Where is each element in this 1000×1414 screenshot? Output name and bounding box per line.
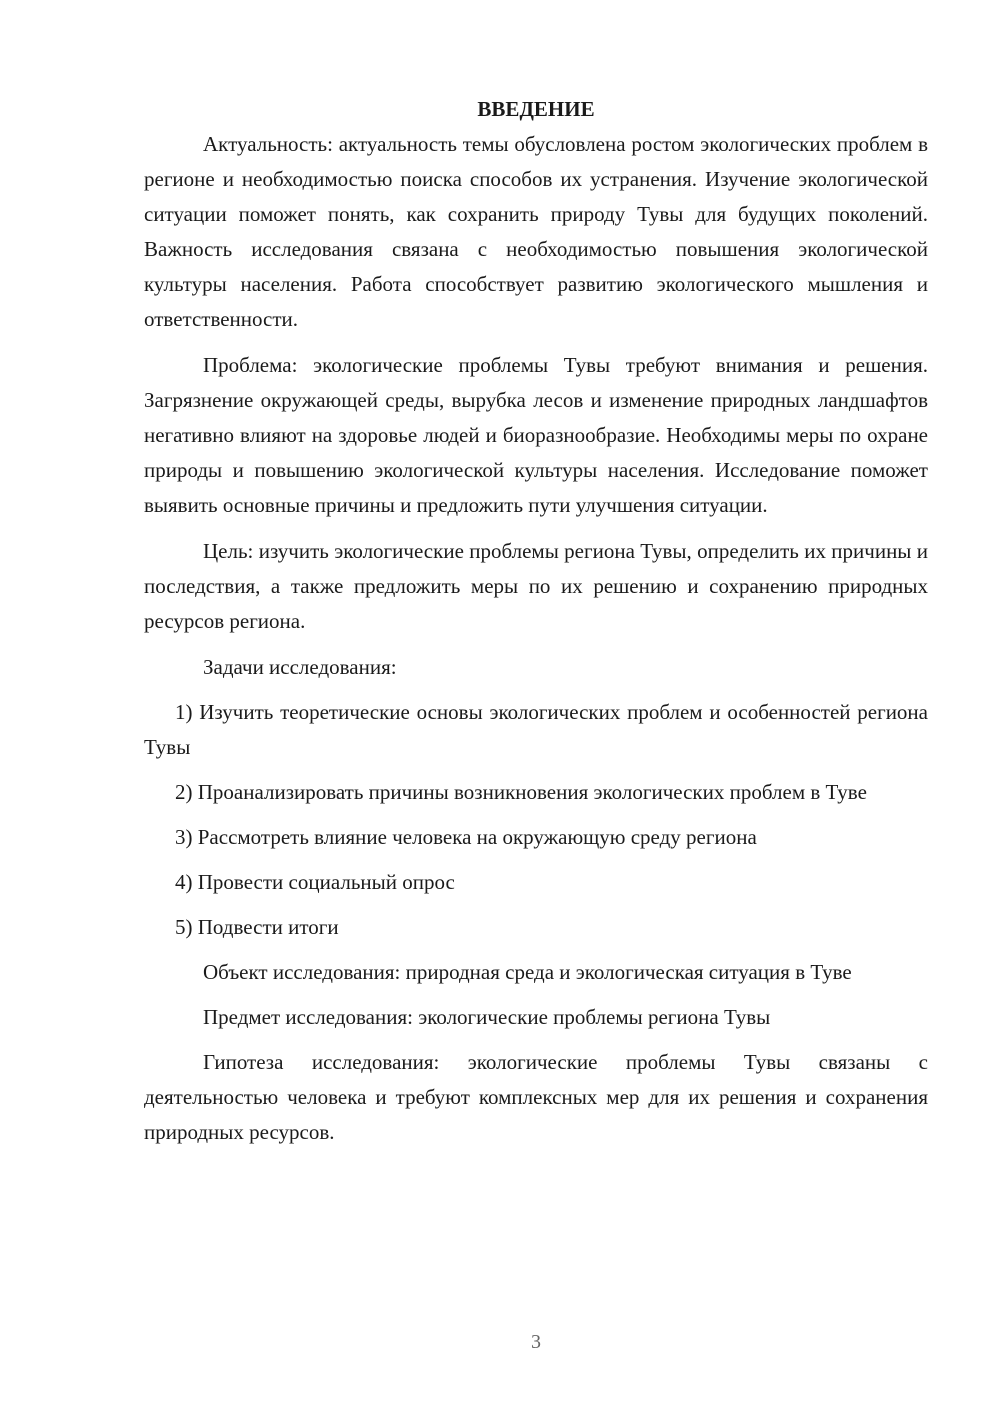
- problem-paragraph: Проблема: экологические проблемы Тувы требуют внимания и решения. Загрязнение окружающей среды, вырубка лесов и изменение природных ландшафтов негативно влияют на здоровье людей и биоразнообразие. Необходимы меры по охране природы и повышению экологической культуры населения. Исследование поможет выявить основные причины и предложить пути улучшения ситуации.: [144, 353, 928, 517]
- task-item: 1) Изучить теоретические основы экологических проблем и особенностей региона Тувы: [144, 700, 928, 759]
- hypothesis-paragraph: Гипотеза исследования: экологические проблемы Тувы связаны с деятельностью человека и требуют комплексных мер для их решения и сохранения природных ресурсов.: [144, 1050, 928, 1144]
- task-item: 3) Рассмотреть влияние человека на окружающую среду региона: [175, 825, 757, 849]
- page-number: 3: [531, 1331, 541, 1353]
- subject-paragraph: Предмет исследования: экологические проблемы региона Тувы: [203, 1005, 771, 1029]
- tasks-heading: Задачи исследования:: [203, 655, 397, 679]
- task-item: 5) Подвести итоги: [175, 915, 339, 939]
- goal-paragraph: Цель: изучить экологические проблемы региона Тувы, определить их причины и последствия, а также предложить меры по их решению и сохранению природных ресурсов региона.: [144, 539, 928, 633]
- object-paragraph: Объект исследования: природная среда и экологическая ситуация в Туве: [203, 960, 852, 984]
- task-item: 4) Провести социальный опрос: [175, 870, 455, 894]
- document-page: [144, 92, 928, 1161]
- relevance-paragraph: Актуальность: актуальность темы обусловлена ростом экологических проблем в регионе и необходимостью поиска способов их устранения. Изучение экологической ситуации поможет понять, как сохранить природу Тувы для будущих поколений. Важность исследования связана с необходимостью повышения экологической культуры населения. Работа способствует развитию экологического мышления и ответственности.: [144, 132, 928, 331]
- task-item: 2) Проанализировать причины возникновения экологических проблем в Туве: [175, 780, 867, 804]
- document-title: ВВЕДЕНИЕ: [477, 97, 595, 121]
